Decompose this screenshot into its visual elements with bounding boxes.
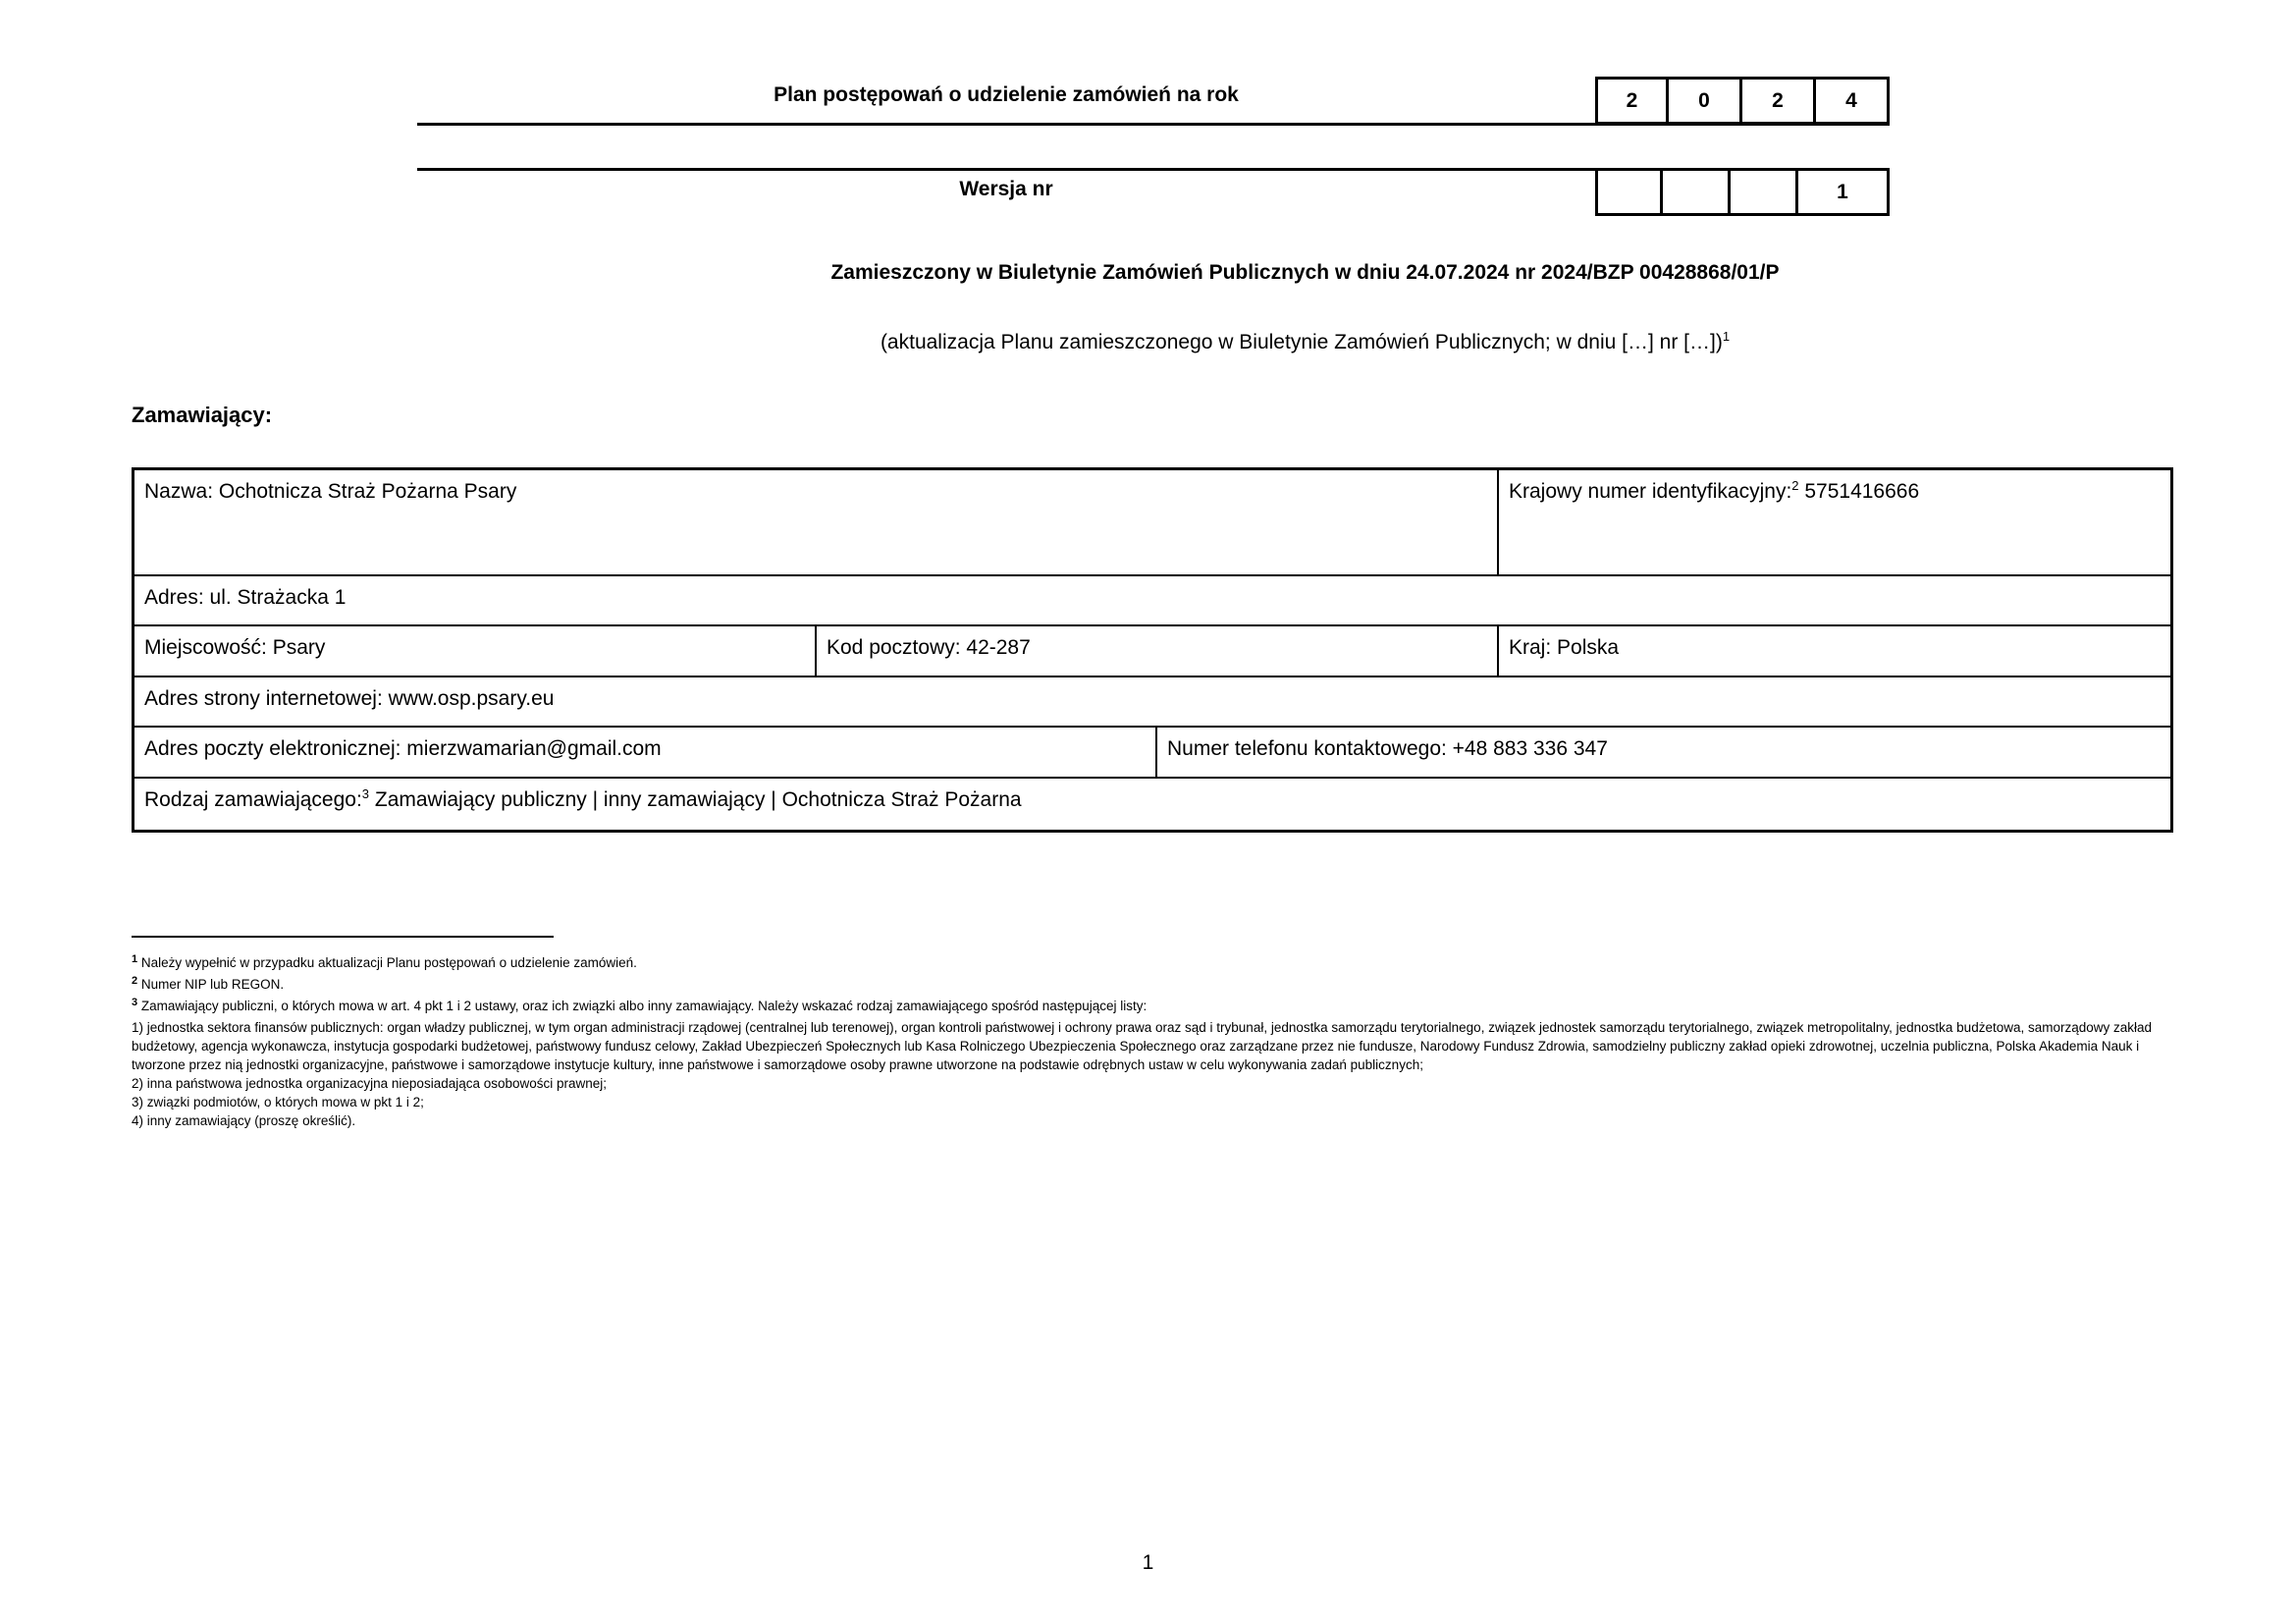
list-item: 1) jednostka sektora finansów publicznych: organ władzy publicznej, w tym organ administracji rządowej (centralnej lub terenowej), organ kontroli państwowej i ochrony prawa oraz sąd i trybunał, jednostka samorządu terytorialnego, związek jednostek samorządu terytorialnego, związek metropolitalny, jednostka budżetowa, samorządowy zakład budżetowy, agencja wykonawcza, instytucja gospodarki budżetowej, państwowy fundusz celowy, Zakład Ubezpieczeń Społecznych lub Kasa Rolniczego Ubezpieczenia Społecznego oraz zarządzane przez nie fundusze, Narodowy Fundusz Zdrowia, samodzielny publiczny zakład opieki zdrowotnej, uczelnia publiczna, Polska Akademia Nauk i tworzone przez nią jednostki organizacyjne, państwowe i samorządowe instytucje kultury, inne państwowe i samorządowe osoby prawne utworzone na podstawie odrębnych ustaw w celu wykonywania zadań publicznych; xyxy=(132,1020,2153,1072)
table-row-location xyxy=(134,626,2170,677)
city-cell: Miejscowość: Psary xyxy=(144,636,326,659)
version-digit-4: 1 xyxy=(1798,168,1890,216)
ordering-party-table xyxy=(132,467,2173,833)
footnote-2-number: 2 xyxy=(132,975,138,987)
email-cell: Adres poczty elektronicznej: mierzwamarian@gmail.com xyxy=(144,737,662,760)
update-note-text: (aktualizacja Planu zamieszczonego w Biuletynie Zamówień Publicznych; w dniu […] nr […]) xyxy=(880,331,1723,353)
postal-code-cell: Kod pocztowy: 42-287 xyxy=(815,626,1497,676)
page-number: 1 xyxy=(1142,1551,1154,1574)
footnote-3-text: Zamawiający publiczni, o których mowa w art. 4 pkt 1 i 2 ustawy, oraz ich związki albo inny zamawiający. Należy wskazać rodzaj zamawiającego spośród następującej listy: xyxy=(137,999,1148,1013)
year-digit-3: 2 xyxy=(1742,77,1816,125)
footnote-3 xyxy=(132,997,2173,1015)
national-id-cell xyxy=(1497,470,2173,574)
footnote-1-number: 1 xyxy=(132,953,138,965)
footnote-2-text: Numer NIP lub REGON. xyxy=(137,977,285,992)
footnote-3-number: 3 xyxy=(132,997,138,1008)
website-cell: Adres strony internetowej: www.osp.psary.eu xyxy=(144,687,555,710)
plan-year-title: Plan postępowań o udzielenie zamówień na rok xyxy=(774,83,1239,106)
footnote-ref-2: 2 xyxy=(1791,478,1799,493)
version-digit-3 xyxy=(1731,168,1798,216)
version-title: Wersja nr xyxy=(959,178,1053,200)
footnote-separator xyxy=(132,936,554,938)
national-id-label: Krajowy numer identyfikacyjny: xyxy=(1509,480,1792,503)
list-item: 2) inna państwowa jednostka organizacyjna nieposiadająca osobowości prawnej; xyxy=(132,1076,608,1091)
footnotes xyxy=(132,953,2173,1130)
list-item: 3) związki podmiotów, o których mowa w pkt 1 i 2; xyxy=(132,1095,424,1109)
phone-cell: Numer telefonu kontaktowego: +48 883 336 347 xyxy=(1155,728,2173,777)
national-id-value: 5751416666 xyxy=(1798,480,1920,503)
publication-info: Zamieszczony w Biuletynie Zamówień Publicznych w dniu 24.07.2024 nr 2024/BZP 00428868/01/P xyxy=(830,261,1780,284)
update-note xyxy=(0,331,2296,354)
address-cell: Adres: ul. Strażacka 1 xyxy=(144,586,347,609)
table-row-contact xyxy=(134,728,2170,779)
footnote-ref-1: 1 xyxy=(1722,329,1731,344)
list-item: 4) inny zamawiający (proszę określić). xyxy=(132,1113,356,1128)
footnote-2 xyxy=(132,975,2173,994)
table-row-type xyxy=(134,779,2170,830)
party-type-cell xyxy=(134,779,2170,830)
table-row-website xyxy=(134,677,2170,728)
footnote-ref-3: 3 xyxy=(361,786,370,801)
table-row-address xyxy=(134,576,2170,626)
year-digit-4: 4 xyxy=(1816,77,1890,125)
version-digit-1 xyxy=(1595,168,1663,216)
party-type-value: Zamawiający publiczny | inny zamawiający | Ochotnicza Straż Pożarna xyxy=(369,788,1022,811)
year-digit-2: 0 xyxy=(1669,77,1742,125)
table-row-name xyxy=(134,470,2170,576)
footnote-1 xyxy=(132,953,2173,972)
name-cell: Nazwa: Ochotnicza Straż Pożarna Psary xyxy=(144,480,517,503)
footnote-1-text: Należy wypełnić w przypadku aktualizacji Planu postępowań o udzielenie zamówień. xyxy=(137,955,637,970)
country-cell: Kraj: Polska xyxy=(1497,626,2173,676)
ordering-party-label: Zamawiający: xyxy=(132,403,273,427)
party-type-list xyxy=(132,1018,2173,1130)
year-digit-1: 2 xyxy=(1595,77,1669,125)
party-type-label: Rodzaj zamawiającego: xyxy=(144,788,362,811)
version-digit-2 xyxy=(1663,168,1731,216)
